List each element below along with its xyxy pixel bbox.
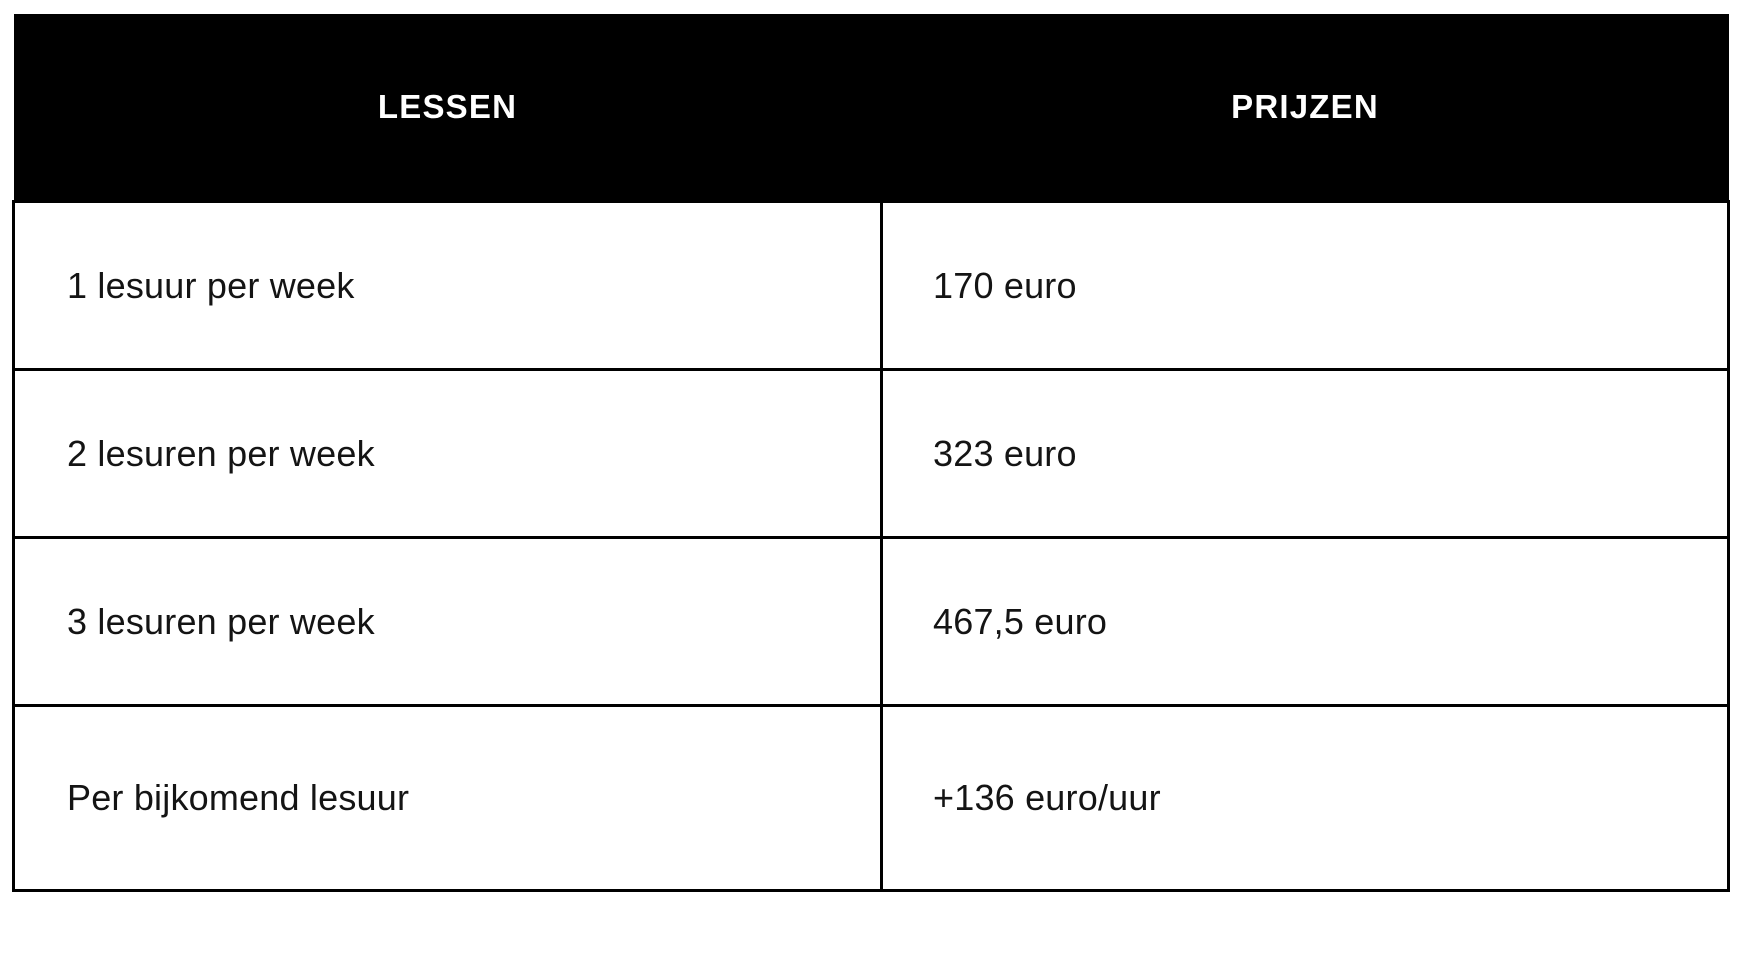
table-row: [14, 706, 1729, 891]
column-header-lessen: LESSEN: [14, 14, 882, 202]
cell-price: 323 euro: [882, 370, 1729, 538]
column-header-prijzen: PRIJZEN: [882, 14, 1729, 202]
table-header-row: [14, 14, 1729, 202]
table-header: [14, 14, 1729, 202]
cell-price: +136 euro/uur: [882, 706, 1729, 891]
cell-lesson: 2 lesuren per week: [14, 370, 882, 538]
pricing-table: [12, 14, 1730, 892]
cell-lesson: 1 lesuur per week: [14, 202, 882, 370]
table-row: [14, 538, 1729, 706]
cell-price: 467,5 euro: [882, 538, 1729, 706]
table-body: [14, 202, 1729, 891]
cell-price: 170 euro: [882, 202, 1729, 370]
cell-lesson: 3 lesuren per week: [14, 538, 882, 706]
cell-lesson: Per bijkomend lesuur: [14, 706, 882, 891]
table-row: [14, 202, 1729, 370]
table-row: [14, 370, 1729, 538]
